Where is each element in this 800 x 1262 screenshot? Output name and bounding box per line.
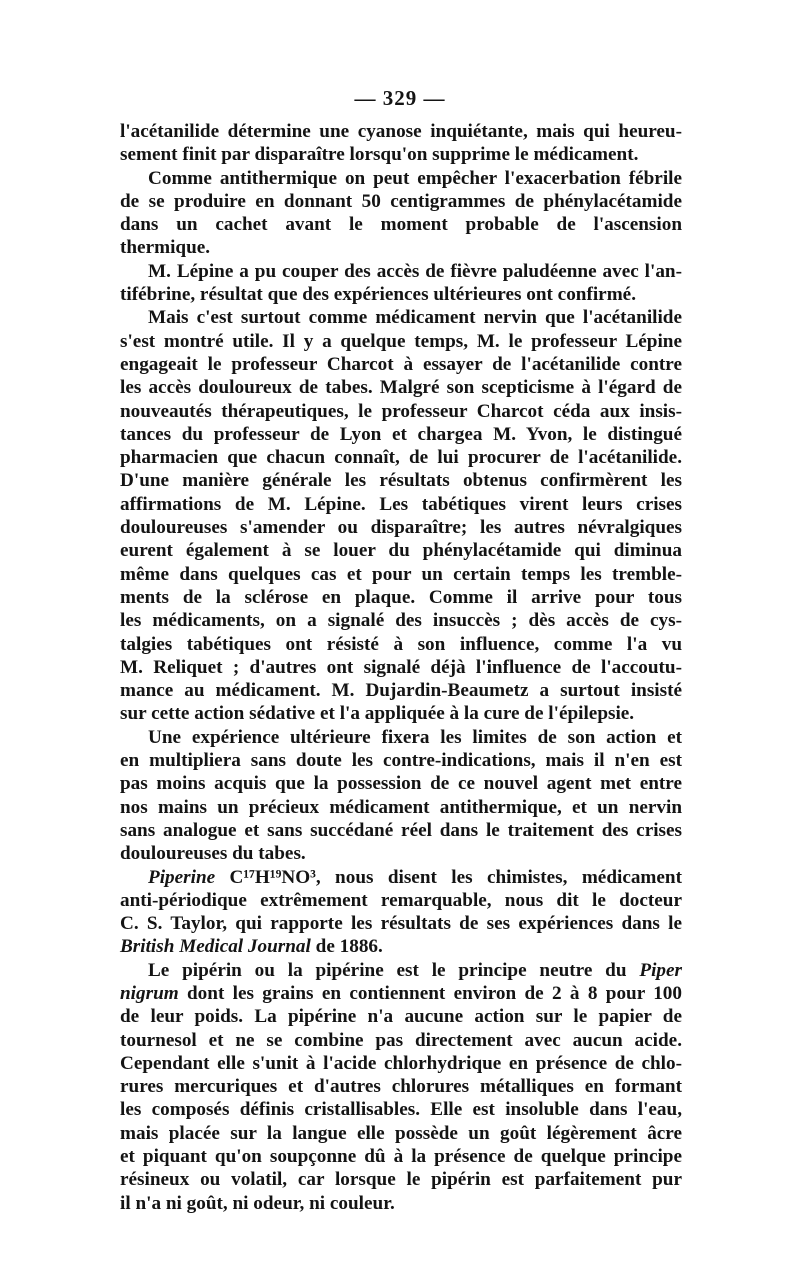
italic-text: Piperine (148, 866, 216, 888)
line-text: dont les grains en contiennent environ de 2 à 8 pour 100 (178, 982, 682, 1004)
line-text: douloureuses du tabes. (120, 843, 306, 865)
line-text: D'une manière générale les résultats obtenus confirmèrent les (120, 470, 682, 492)
text-line (120, 609, 682, 632)
text-line (120, 633, 682, 656)
line-text: il n'a ni goût, ni odeur, ni couleur. (120, 1192, 395, 1214)
line-text: ments de la sclérose en plaque. Comme il arrive pour tous (120, 586, 682, 608)
line-text: pas moins acquis que la possession de ce nouvel agent met entre (120, 773, 682, 795)
line-text: Comme antithermique on peut empêcher l'exacerbation fébrile (148, 167, 682, 189)
page-number: — 329 — (354, 86, 446, 110)
text-line (120, 260, 682, 283)
line-text: mais placée sur la langue elle possède un goût légèrement âcre (120, 1122, 682, 1144)
line-text: C¹⁷H¹⁹NO³, nous disent les chimistes, médicament (215, 866, 682, 888)
line-text: eurent également à se louer du phénylacétamide qui diminua (120, 540, 682, 562)
text-line (120, 1005, 682, 1028)
line-text: s'est montré utile. Il y a quelque temps, M. le professeur Lépine (120, 330, 682, 352)
line-text: en multipliera sans doute les contre-indications, mais il n'en est (120, 750, 682, 772)
text-line (120, 912, 682, 935)
text-line (120, 1192, 682, 1215)
line-text: mance au médicament. M. Dujardin-Beaumetz a surtout insisté (120, 680, 682, 702)
text-line (120, 563, 682, 586)
text-line (120, 236, 682, 259)
text-line (120, 866, 682, 889)
text-line (120, 679, 682, 702)
text-line (120, 353, 682, 376)
text-line (120, 702, 682, 725)
line-text: Le pipérin ou la pipérine est le principe neutre du (148, 959, 640, 981)
text-line (120, 376, 682, 399)
line-text: de leur poids. La pipérine n'a aucune action sur le papier de (120, 1006, 682, 1028)
text-line (120, 400, 682, 423)
text-line (120, 306, 682, 329)
line-text: sement finit par disparaître lorsqu'on supprime le médicament. (120, 144, 639, 166)
line-text: de se produire en donnant 50 centigrammes de phénylacétamide (120, 190, 682, 212)
text-line (120, 493, 682, 516)
line-text: et piquant qu'on soupçonne dû à la présence de quelque principe (120, 1146, 682, 1168)
text-line (120, 726, 682, 749)
line-text: Une expérience ultérieure fixera les limites de son action et (148, 726, 682, 748)
italic-text: British Medical Journal (120, 936, 311, 958)
text-line (120, 935, 682, 958)
text-line (120, 120, 682, 143)
text-line (120, 1075, 682, 1098)
line-text: l'acétanilide détermine une cyanose inquiétante, mais qui heureu- (120, 121, 682, 142)
text-line (120, 586, 682, 609)
line-text: nos mains un précieux médicament antithermique, et un nervin (120, 796, 682, 818)
line-text: M. Reliquet ; d'autres ont signalé déjà l'influence de l'accoutu- (120, 656, 682, 678)
text-line (120, 1098, 682, 1121)
line-text: M. Lépine a pu couper des accès de fièvre paludéenne avec l'an- (148, 260, 682, 282)
text-line (120, 796, 682, 819)
text-line (120, 842, 682, 865)
line-text: C. S. Taylor, qui rapporte les résultats de ses expériences dans le (120, 913, 682, 935)
text-line (120, 446, 682, 469)
text-line (120, 167, 682, 190)
text-line (120, 1122, 682, 1145)
text-line (120, 539, 682, 562)
text-line (120, 143, 682, 166)
text-line (120, 330, 682, 353)
line-text: Cependant elle s'unit à l'acide chlorhydrique en présence de chlo- (120, 1052, 682, 1074)
line-text: tournesol et ne se combine pas directement avec aucun acide. (120, 1029, 682, 1051)
text-line (120, 190, 682, 213)
line-text: résineux ou volatil, car lorsque le pipérin est parfaitement pur (120, 1169, 682, 1191)
text-line (120, 1029, 682, 1052)
text-line (120, 469, 682, 492)
line-text: sur cette action sédative et l'a appliquée à la cure de l'épilepsie. (120, 703, 635, 725)
line-text: anti-périodique extrêmement remarquable, nous dit le docteur (120, 889, 682, 911)
line-text: tances du professeur de Lyon et chargea M. Yvon, le distingué (120, 423, 682, 445)
line-text: de 1886. (310, 936, 383, 958)
text-line (120, 749, 682, 772)
line-text: engageait le professeur Charcot à essayer de l'acétanilide contre (120, 353, 682, 375)
line-text: nouveautés thérapeutiques, le professeur Charcot céda aux insis- (120, 400, 682, 422)
line-text: pharmacien que chacun connaît, de lui procurer de l'acétanilide. (120, 447, 682, 469)
text-line (120, 423, 682, 446)
text-line (120, 1168, 682, 1191)
line-text: même dans quelques cas et pour un certain temps les tremble- (120, 563, 682, 585)
body-text (120, 120, 682, 1215)
line-text: thermique. (120, 237, 211, 259)
text-line (120, 959, 682, 982)
line-text: les médicaments, on a signalé des insuccès ; dès accès de cys- (120, 610, 682, 632)
line-text: les composés définis cristallisables. Elle est insoluble dans l'eau, (120, 1099, 682, 1121)
text-line (120, 516, 682, 539)
text-line (120, 819, 682, 842)
line-text: talgies tabétiques ont résisté à son influence, comme l'a vu (120, 633, 682, 655)
line-text: sans analogue et sans succédané réel dans le traitement des crises (120, 819, 682, 841)
text-line (120, 283, 682, 306)
text-line (120, 1052, 682, 1075)
text-line (120, 656, 682, 679)
text-line (120, 772, 682, 795)
line-text: affirmations de M. Lépine. Les tabétiques virent leurs crises (120, 493, 682, 515)
line-text: les accès douloureux de tabes. Malgré son scepticisme à l'égard de (120, 377, 682, 399)
line-text: tifébrine, résultat que des expériences ultérieures ont confirmé. (120, 284, 636, 306)
text-line (120, 213, 682, 236)
text-line (120, 1145, 682, 1168)
text-line (120, 982, 682, 1005)
line-text: rures mercuriques et d'autres chlorures métalliques en formant (120, 1076, 682, 1098)
line-text: Mais c'est surtout comme médicament nervin que l'acétanilide (148, 307, 682, 329)
text-line (120, 889, 682, 912)
italic-text: nigrum (120, 982, 179, 1004)
italic-text: Piper (639, 959, 682, 981)
line-text: dans un cachet avant le moment probable de l'ascension (120, 214, 682, 236)
line-text: douloureuses s'amender ou disparaître; les autres névralgiques (120, 517, 682, 539)
